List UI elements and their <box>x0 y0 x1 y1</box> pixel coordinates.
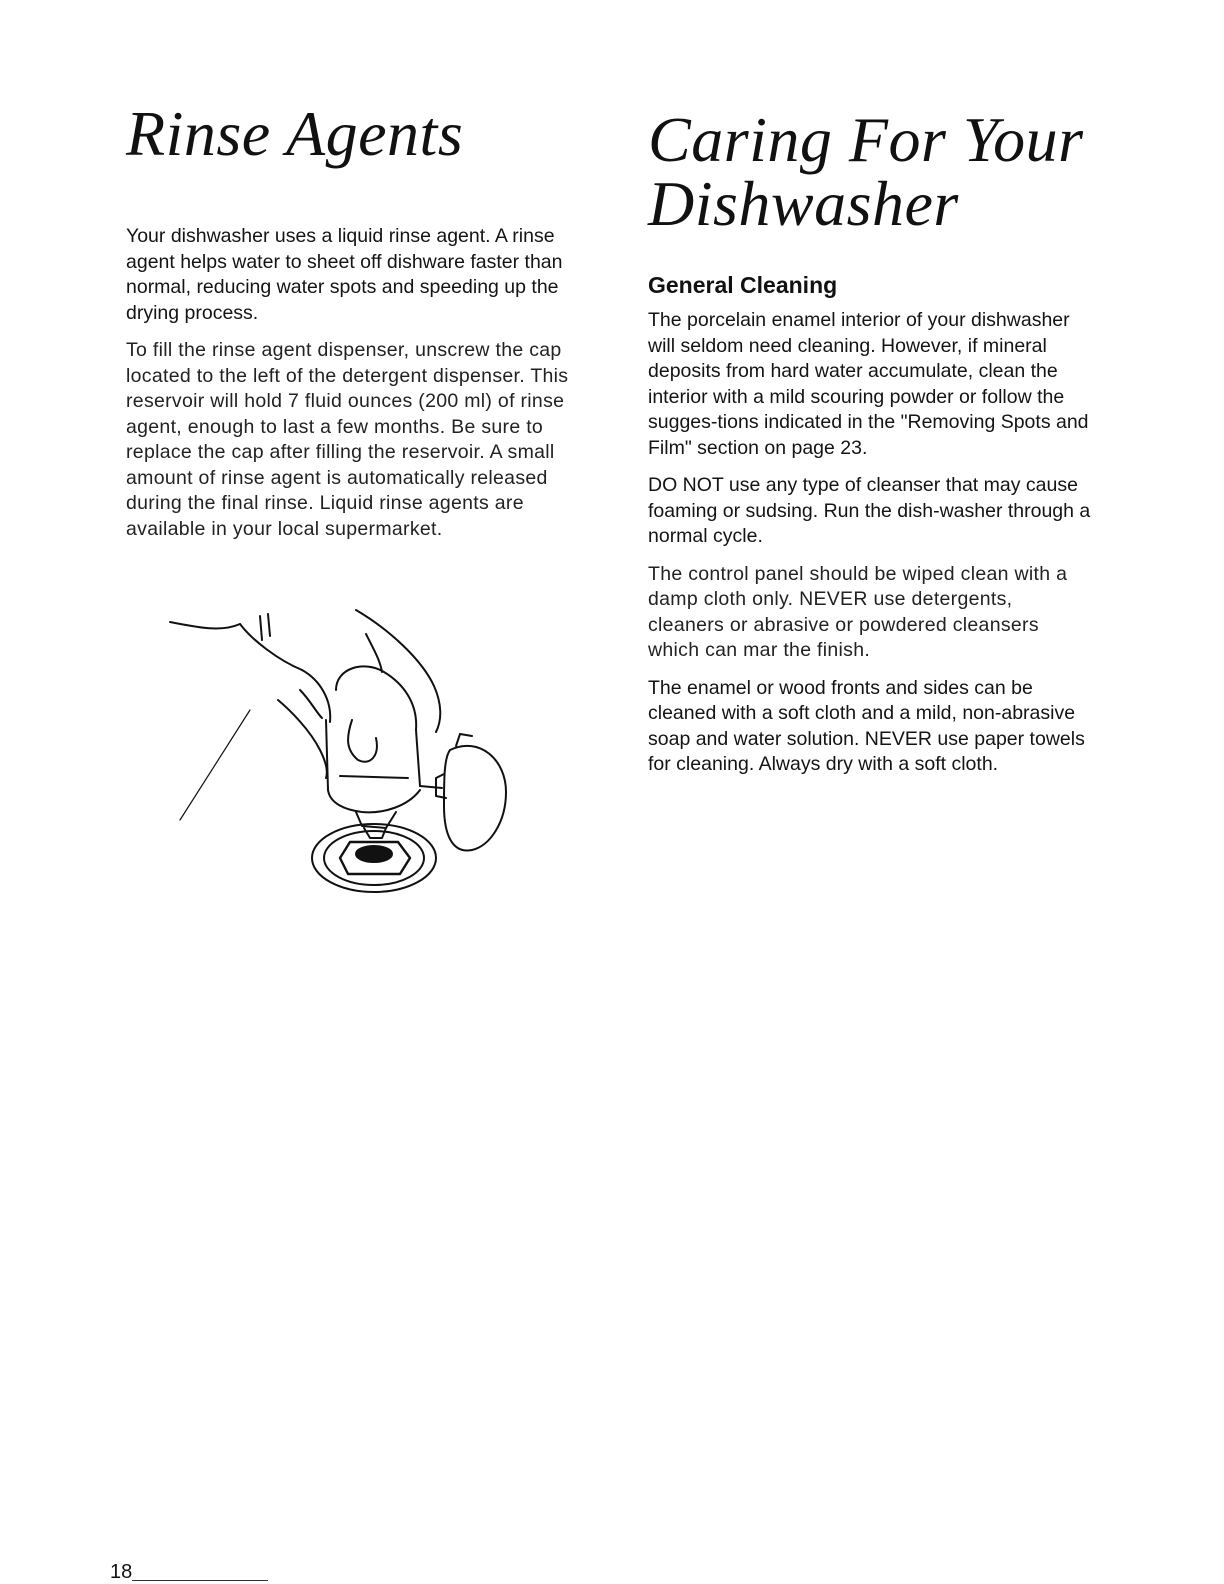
general-cleaning-heading: General Cleaning <box>648 272 838 298</box>
cleaning-paragraph-4: The enamel or wood fronts and sides can be cleaned with a soft cloth and a mild, non-abrasive soap and water solution. NEVER use paper towels for cleaning. Always dry with a soft cloth. <box>648 676 1085 775</box>
rinse-agent-filling-illustration <box>160 600 520 900</box>
page-number: 18 <box>110 1561 133 1583</box>
cleaning-paragraph-1: The porcelain enamel interior of your dishwasher will seldom need cleaning. However, if mineral deposits from hard water accumulate, clean the interior with a mild scouring powder or follow the sugges-tions indicated in the "Removing Spots and Film" section on page 23. <box>648 309 1089 459</box>
rinse-agents-paragraph-1: Your dishwasher uses a liquid rinse agent. A rinse agent helps water to sheet off dishware faster than normal, reducing water spots and speeding up the drying process. <box>126 225 563 324</box>
rinse-agents-column <box>126 224 576 554</box>
rinse-agents-title: Rinse Agents <box>126 98 464 169</box>
caring-for-dishwasher-title: Caring For Your Dishwasher <box>648 104 1084 239</box>
rinse-agents-paragraph-2: To fill the rinse agent dispenser, unscrew the cap located to the left of the detergent dispenser. This reservoir will hold 7 fluid ounces (200 ml) of rinse agent, enough to last a few months. Be sure to replace the cap after filling the reservoir. A small amount of rinse agent is automatically released during the final rinse. Liquid rinse agents are available in your local supermarket. <box>126 339 569 540</box>
cleaning-paragraph-2: DO NOT use any type of cleanser that may cause foaming or sudsing. Run the dish-washer through a normal cycle. <box>648 474 1091 547</box>
page-footer <box>110 1560 270 1584</box>
caring-column <box>648 268 1093 790</box>
cleaning-paragraph-3: The control panel should be wiped clean with a damp cloth only. NEVER use detergents, cleaners or abrasive or powdered cleansers which can mar the finish. <box>648 562 1068 661</box>
footer-rule <box>132 1580 268 1581</box>
